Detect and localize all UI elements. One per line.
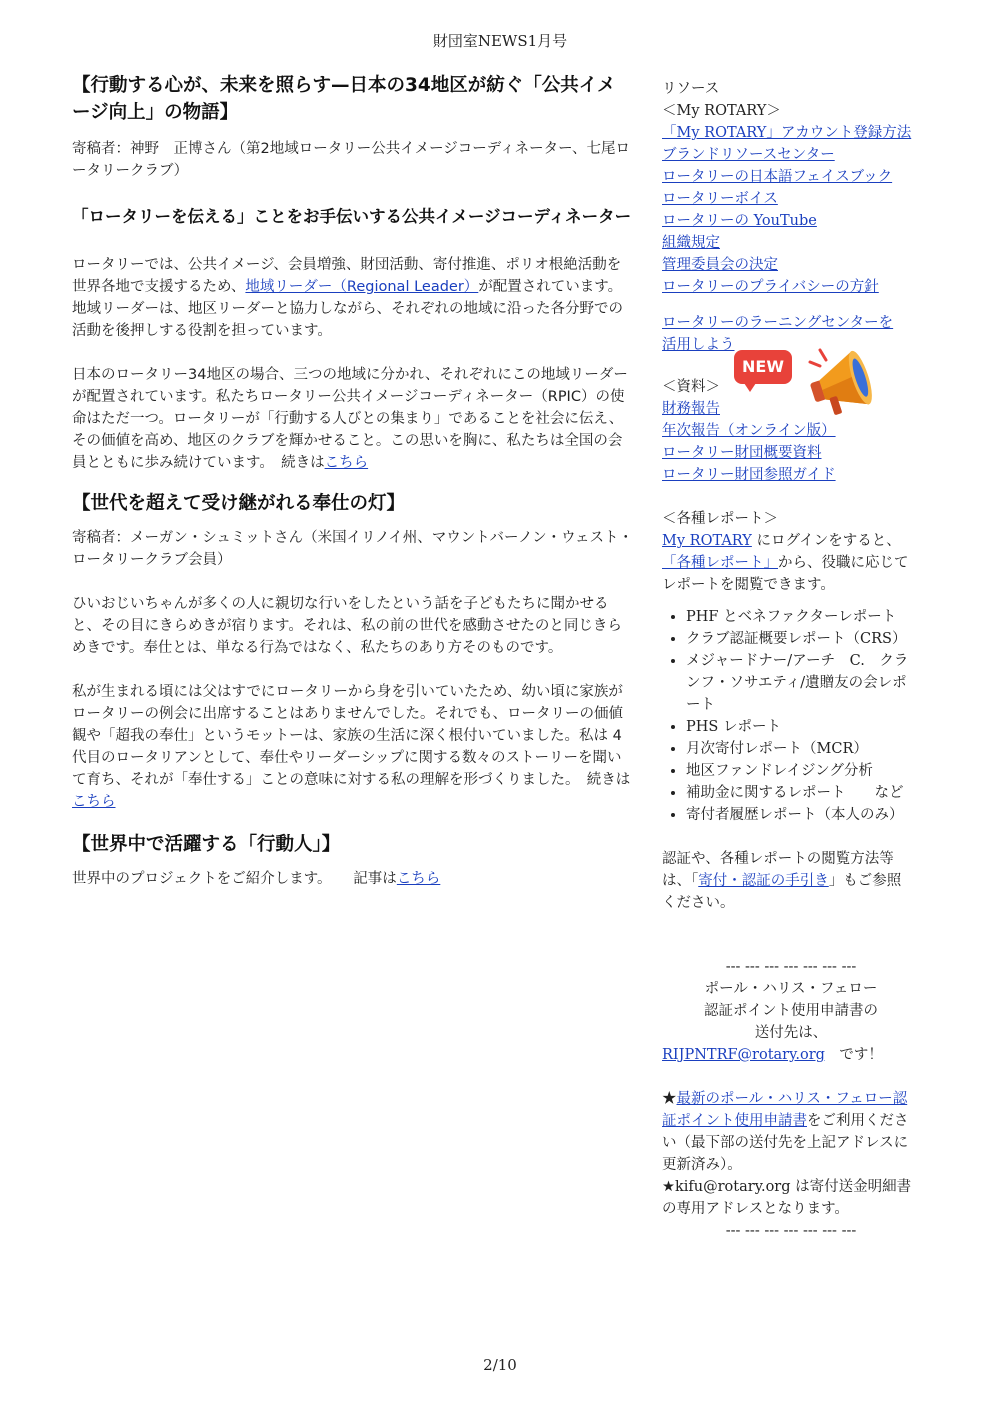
material-link-financial[interactable]: 財務報告 xyxy=(662,401,720,417)
article3-text: 世界中のプロジェクトをご紹介します。 記事はこちら xyxy=(72,871,441,887)
reports-heading: ＜各種レポート＞ xyxy=(662,511,778,527)
learning-center-link[interactable]: ロータリーのラーニングセンターを活用しよう xyxy=(662,315,894,353)
article1-paragraph-1: ロータリーでは、公共イメージ、会員増強、財団活動、寄付推進、ポリオ根絶活動を世界各地で支援するため、地域リーダー（Regional Leader）が配置されています。地域リーダーは、地区リーダーと協力しながら、それぞれの地域に沿った各分野での活動を後押しする役割を担っています。 xyxy=(72,257,623,339)
article1-title: 【行動する心が、未来を照らす—日本の34地区が紡ぐ「公共イメージ向上」の物語】 xyxy=(72,75,616,123)
new-badge: NEW xyxy=(734,350,792,384)
article2-byline: 寄稿者：メーガン・シュミットさん（米国イリノイ州、マウントバーノン・ウェスト・ロータリークラブ会員） xyxy=(72,530,634,568)
report-list xyxy=(662,606,920,826)
reports-intro: My ROTARY にログインをすると、「各種レポート」から、役職に応じてレポートを閲覧できます。 xyxy=(662,533,909,593)
list-item: • クラブ認証概要レポート（CRS） xyxy=(686,628,920,650)
article1-paragraph-2: 日本のロータリー34地区の場合、三つの地域に分かれ、それぞれにこの地域リーダーが配置されています。私たちロータリー公共イメージコーディネーター（RPIC）の使命はただ一つ。ロータリーが「行動する人びとの集まり」であることを社会に伝え、その価値を高め、地区のクラブを輝かせること。この思いを胸に、私たちは全国の会員とともに歩み続けています。 続きはこちら xyxy=(72,367,628,471)
article3-title: 【世界中で活躍する「行動人」】 xyxy=(72,834,341,855)
resource-link-brand-center[interactable]: ブランドリソースセンター xyxy=(662,147,835,163)
list-item: • 月次寄付レポート（MCR） xyxy=(686,738,920,760)
phf-line-3: 送付先は、 xyxy=(754,1025,828,1041)
list-item: • 補助金に関するレポート など xyxy=(686,782,920,804)
myrotary-heading: ＜My ROTARY＞ xyxy=(662,103,781,119)
page-header: 財団室NEWS1月号 xyxy=(432,32,568,50)
regional-leader-link[interactable]: 地域リーダー（Regional Leader） xyxy=(245,279,479,295)
divider-bottom: --- --- --- --- --- --- --- xyxy=(725,1223,857,1239)
materials-heading: ＜資料＞ xyxy=(662,379,720,395)
resource-link-voice[interactable]: ロータリーボイス xyxy=(662,191,778,207)
article2-paragraph-2: 私が生まれる頃には父はすでにロータリーから身を引いていたため、幼い頃に家族がロータリーの例会に出席することはありませんでした。それでも、ロータリーの価値観や「超我の奉仕」というモットーは、家族の生活に深く根付いていました。私は 4 代目のロータリアンとして、奉仕やリーダーシップに関する数々のストーリーを聞いて育ち、それが「奉仕する」ことの意味に対する私の理解を形づくりました。 続きはこちら xyxy=(72,684,631,810)
reports-link[interactable]: 「各種レポート」 xyxy=(662,555,778,571)
myrotary-link[interactable]: My ROTARY xyxy=(662,533,752,549)
resource-link-trustee-decisions[interactable]: 管理委員会の決定 xyxy=(662,257,778,273)
article2-more-link[interactable]: こちら xyxy=(72,794,116,810)
article2-title: 【世代を超えて受け継がれる奉仕の灯】 xyxy=(72,493,406,514)
material-link-annual[interactable]: 年次報告（オンライン版） xyxy=(662,423,836,439)
list-item: • PHF とベネファクターレポート xyxy=(686,606,920,628)
article2-paragraph-1: ひいおじいちゃんが多くの人に親切な行いをしたという話を子どもたちに聞かせると、その目にきらめきが宿ります。それは、私の前の世代を感動させたのと同じきらめきです。奉仕とは、単なる行為ではなく、私たちのあり方そのものです。 xyxy=(72,596,622,656)
material-link-overview[interactable]: ロータリー財団概要資料 xyxy=(662,445,822,461)
resource-link-facebook[interactable]: ロータリーの日本語フェイスブック xyxy=(662,169,893,185)
resource-link-bylaws[interactable]: 組織規定 xyxy=(662,235,720,251)
guide-link[interactable]: 寄付・認証の手引き xyxy=(698,873,829,889)
star-note-2: ★kifu@rotary.org は寄付送金明細書の専用アドレスとなります。 xyxy=(662,1179,912,1217)
resource-links xyxy=(662,122,920,298)
star-note-1: ★最新のポール・ハリス・フェロー認証ポイント使用申請書をご利用ください（最下部の送付先を上記アドレスに更新済み）。 xyxy=(662,1091,909,1173)
resource-link-privacy[interactable]: ロータリーのプライバシーの方針 xyxy=(662,279,879,295)
sidebar xyxy=(662,78,920,1242)
phf-form-link[interactable]: 最新のポール・ハリス・フェロー認証ポイント使用申請書 xyxy=(662,1091,908,1129)
phf-line-2: 認証ポイント使用申請書の xyxy=(704,1003,878,1019)
phf-email-line: RIJPNTRF@rotary.org です！ xyxy=(662,1047,883,1063)
main-column xyxy=(72,72,634,890)
phf-line-1: ポール・ハリス・フェロー xyxy=(704,981,878,997)
list-item: • PHS レポート xyxy=(686,716,920,738)
divider-top: --- --- --- --- --- --- --- xyxy=(725,959,857,975)
article1-more-link[interactable]: こちら xyxy=(324,455,369,471)
list-item: • 寄付者履歴レポート（本人のみ） xyxy=(686,804,920,826)
megaphone-icon xyxy=(800,340,882,432)
page-number: 2/10 xyxy=(483,1356,517,1374)
resource-link-youtube[interactable]: ロータリーの YouTube xyxy=(662,213,817,229)
list-item: • メジャードナー/アーチ C. クランフ・ソサエティ/遺贈友の会レポート xyxy=(686,650,920,716)
guide-note: 認証や、各種レポートの閲覧方法等は、「寄付・認証の手引き」もご参照ください。 xyxy=(662,851,902,911)
phf-email-link[interactable]: RIJPNTRF@rotary.org xyxy=(662,1047,825,1063)
article1-subtitle: 「ロータリーを伝える」ことをお手伝いする公共イメージコーディネーター xyxy=(72,207,632,226)
list-item: • 地区ファンドレイジング分析 xyxy=(686,760,920,782)
resources-heading: リソース xyxy=(662,81,720,97)
resource-link-account[interactable]: 「My ROTARY」アカウント登録方法 xyxy=(662,125,912,141)
article3-link[interactable]: こちら xyxy=(396,871,441,887)
article1-byline: 寄稿者：神野 正博さん（第2地域ロータリー公共イメージコーディネーター、七尾ロータリークラブ） xyxy=(72,141,631,179)
material-link-reference[interactable]: ロータリー財団参照ガイド xyxy=(662,467,836,483)
